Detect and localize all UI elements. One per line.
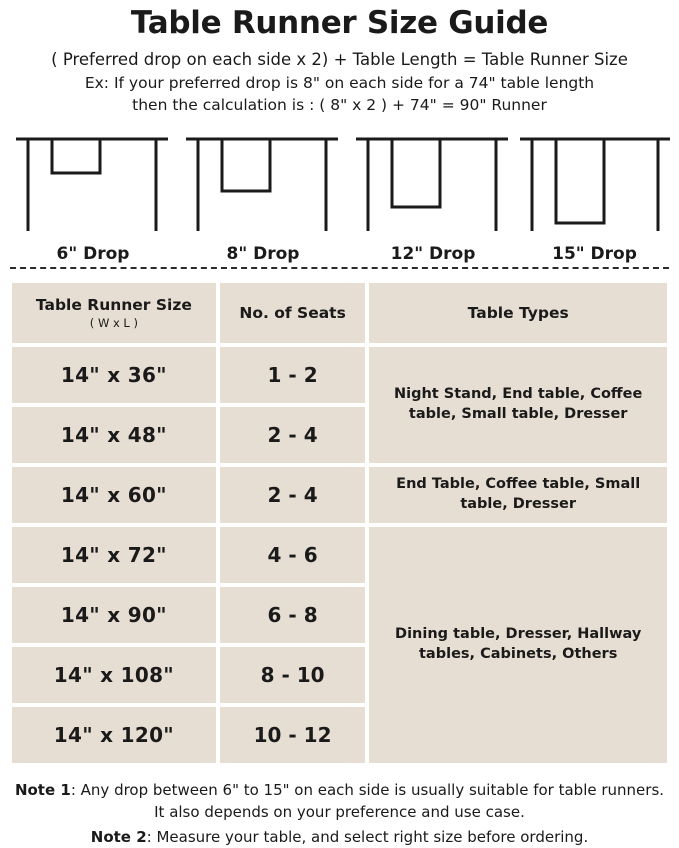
table-row [12, 527, 667, 583]
example-line-2: then the calculation is : ( 8" x 2 ) + 74" = 90" Runner [8, 94, 671, 116]
cell-seats: 10 - 12 [220, 707, 366, 763]
header-runner-size-sub: ( W x L ) [18, 316, 210, 330]
section-divider [10, 267, 669, 269]
cell-size: 14" x 120" [12, 707, 216, 763]
cell-size: 14" x 48" [12, 407, 216, 463]
header-runner-size [12, 283, 216, 343]
note-1-label: Note 1 [15, 781, 71, 799]
cell-seats: 2 - 4 [220, 467, 366, 523]
cell-types: Dining table, Dresser, Hallway tables, Cabinets, Others [369, 527, 667, 763]
drop-label-8: 8" Drop [178, 244, 348, 264]
cell-types: Night Stand, End table, Coffee table, Small table, Dresser [369, 347, 667, 463]
header-runner-size-main: Table Runner Size [36, 296, 192, 314]
table-header-row [12, 283, 667, 343]
cell-seats: 2 - 4 [220, 407, 366, 463]
table-row [12, 347, 667, 403]
cell-seats: 1 - 2 [220, 347, 366, 403]
size-guide-page [0, 6, 679, 832]
cell-seats: 4 - 6 [220, 527, 366, 583]
drop-label-12: 12" Drop [348, 244, 518, 264]
cell-size: 14" x 90" [12, 587, 216, 643]
drop-label-6: 6" Drop [8, 244, 178, 264]
notes-section [8, 779, 671, 848]
page-title: Table Runner Size Guide [8, 6, 671, 42]
formula-line: ( Preferred drop on each side x 2) + Table Length = Table Runner Size [8, 48, 671, 72]
size-table [8, 279, 671, 767]
note-1-text: : Any drop between 6" to 15" on each side is usually suitable for table runners. It also depends on your preference and use case. [71, 781, 664, 822]
note-2 [8, 826, 671, 848]
note-1 [8, 779, 671, 824]
cell-seats: 6 - 8 [220, 587, 366, 643]
cell-types: End Table, Coffee table, Small table, Dresser [369, 467, 667, 523]
note-2-text: : Measure your table, and select right size before ordering. [147, 828, 589, 846]
cell-size: 14" x 36" [12, 347, 216, 403]
cell-size: 14" x 108" [12, 647, 216, 703]
note-2-label: Note 2 [91, 828, 147, 846]
header-seats: No. of Seats [220, 283, 366, 343]
example-line-1: Ex: If your preferred drop is 8" on each side for a 74" table length [8, 72, 671, 94]
drop-diagram-svg [8, 127, 671, 243]
cell-seats: 8 - 10 [220, 647, 366, 703]
cell-size: 14" x 72" [12, 527, 216, 583]
drop-diagram [8, 127, 671, 259]
drop-label-15: 15" Drop [518, 244, 671, 264]
table-row [12, 467, 667, 523]
header-table-types: Table Types [369, 283, 667, 343]
cell-size: 14" x 60" [12, 467, 216, 523]
